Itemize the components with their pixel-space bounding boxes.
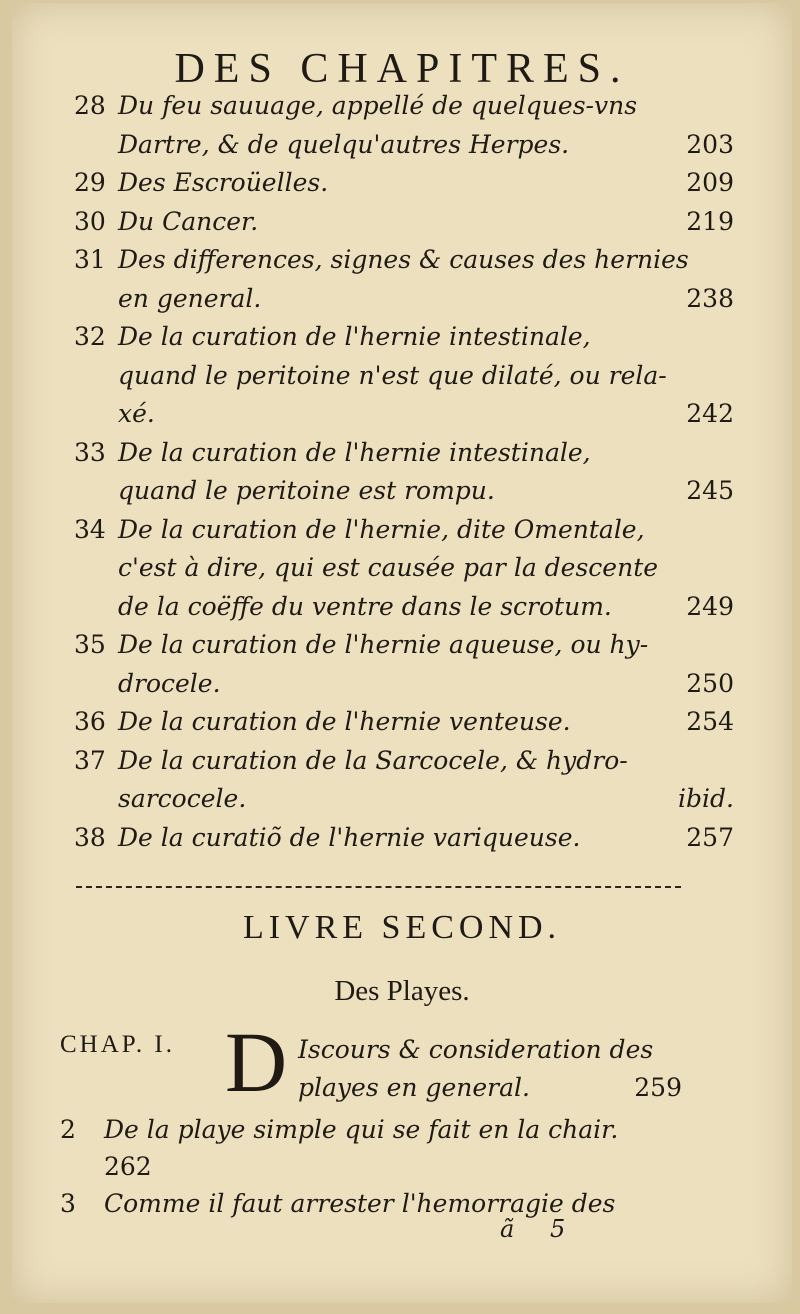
toc-entry (74, 819, 734, 858)
chapter-number: 30 (74, 206, 106, 236)
chapter-number: 3 (60, 1189, 76, 1218)
chapter-title (118, 164, 734, 203)
title-line: Comme il faut arrester l'hemorragie des (104, 1189, 616, 1218)
toc-entry (74, 703, 734, 742)
toc-entry (74, 203, 734, 242)
chapter-title (104, 1111, 682, 1185)
chapter-number: 29 (74, 168, 106, 197)
chapter-number: 34 (74, 514, 106, 544)
chapter-number: 2 (60, 1115, 76, 1144)
chapter-number: 38 (74, 822, 106, 852)
page-number: 254 (686, 707, 734, 736)
page-number: 262 (104, 1152, 152, 1181)
toc-entry (60, 1185, 682, 1222)
title-line: De la curation de l'hernie intestinale, (118, 437, 591, 467)
chapter-title (118, 819, 734, 858)
toc-entry (74, 318, 734, 434)
page-number: 219 (686, 206, 734, 236)
title-line: Des differences, signes & causes des hernies (118, 245, 689, 274)
chapter-title (118, 87, 734, 164)
chapter-title (118, 434, 734, 511)
page-number: 259 (634, 1073, 682, 1102)
title-line: quand le peritoine n'est que dilaté, ou rela- (118, 360, 667, 390)
printer-signature: ã 5 (500, 1215, 580, 1243)
chapter-one-line: Iscours & consideration des (298, 1035, 654, 1064)
page-number: 249 (686, 591, 734, 621)
chapter-title (118, 511, 734, 627)
chapter-number: 35 (74, 630, 106, 659)
title-line: Du feu sauuage, appellé de quelques-vns (118, 91, 638, 120)
chapter-title (118, 241, 734, 318)
title-line: De la curatiõ de l'hernie variqueuse. 257 (118, 819, 734, 858)
title-line: De la curation de l'hernie, dite Omentale, (118, 514, 645, 544)
chapter-title (118, 742, 734, 819)
book-title: LIVRE SECOND. (242, 909, 562, 946)
book-page (12, 3, 792, 1303)
chapter-number: 36 (74, 707, 106, 736)
title-line: Dartre, & de quelqu'autres Herpes. 203 (118, 126, 734, 165)
chapter-number: 32 (74, 322, 106, 351)
title-line: sarcocele. ibid. (118, 780, 734, 819)
title-line: Des Escroüelles. 209 (118, 164, 734, 203)
toc-entry (74, 87, 734, 164)
page-number: 250 (686, 668, 734, 698)
toc-entry (74, 626, 734, 703)
chapter-title (104, 1185, 682, 1222)
chapter-number: 37 (74, 745, 106, 775)
page-number: ibid. (678, 784, 734, 813)
table-of-contents (74, 87, 734, 857)
title-line: c'est à dire, qui est causée par la descente (118, 553, 659, 582)
title-line: en general. 238 (118, 280, 734, 319)
title-line: De la curation de l'hernie aqueuse, ou hy- (118, 630, 649, 659)
drop-capital: D (225, 1014, 288, 1110)
chapter-number: 33 (74, 437, 106, 467)
book-subtitle: Des Playes. (334, 975, 470, 1007)
chapter-title (118, 203, 734, 242)
chapter-list-continued (60, 1111, 682, 1222)
running-header: DES CHAPITRES. (174, 46, 630, 92)
title-line: De la playe simple qui se fait en la chair. (104, 1115, 619, 1144)
chapter-title (118, 703, 734, 742)
section-divider (76, 886, 681, 888)
toc-entry (74, 434, 734, 511)
page-number: 209 (686, 168, 734, 197)
chapter-title (118, 318, 734, 434)
chapter-title (118, 626, 734, 703)
title-line: de la coëffe du ventre dans le scrotum. 249 (118, 588, 734, 627)
title-line: drocele. 250 (118, 665, 734, 704)
title-line: Du Cancer. 219 (118, 203, 734, 242)
page-number: 203 (686, 129, 734, 159)
page-number: 238 (686, 283, 734, 313)
toc-entry (60, 1111, 682, 1185)
toc-entry (74, 241, 734, 318)
title-line: xé. 242 (118, 395, 734, 434)
page-number: 245 (686, 476, 734, 505)
toc-entry (74, 742, 734, 819)
title-line: De la curation de l'hernie intestinale, (118, 322, 591, 351)
chapter-one-title (298, 1031, 682, 1107)
toc-entry (74, 164, 734, 203)
chapter-label: CHAP. I. (60, 1031, 175, 1058)
title-line: quand le peritoine est rompu. 245 (118, 472, 734, 511)
title-line: De la curation de l'hernie venteuse. 254 (118, 703, 734, 742)
chapter-number: 28 (74, 91, 106, 120)
title-line: De la curation de la Sarcocele, & hydro- (118, 745, 628, 775)
page-number: 257 (686, 822, 734, 852)
toc-entry (74, 511, 734, 627)
page-number: 242 (686, 399, 734, 428)
chapter-number: 31 (74, 245, 106, 274)
chapter-one-line: playes en general. (298, 1073, 530, 1102)
